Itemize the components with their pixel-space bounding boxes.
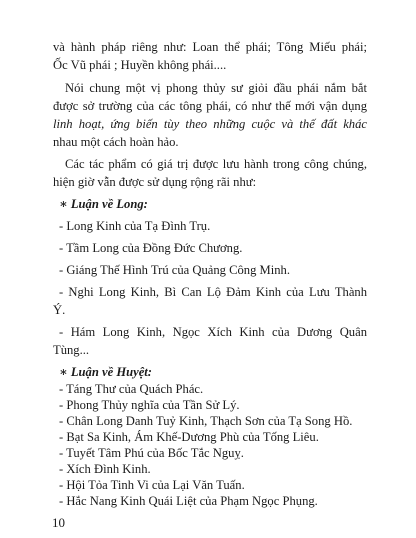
list-item: - Xích Đình Kinh. <box>59 462 151 476</box>
list-item: - Tuyết Tâm Phú của Bốc Tắc Nguỵ. <box>59 446 244 460</box>
list-item: - Bạt Sa Kinh, Ám Khế-Dương Phù của Tống Liêu. <box>59 430 319 444</box>
section-heading-long: ∗ Luận về Long: <box>59 197 148 211</box>
text-line-italic: linh hoạt, ứng biến tùy theo những cuộc và thế đất khác <box>53 117 367 131</box>
text-line: và hành pháp riêng như: Loan thể phái; Tông Miếu phái; <box>53 40 367 54</box>
list-item-continuation: Ý. <box>53 303 66 317</box>
text-line: Các tác phẩm có giá trị được lưu hành trong công chúng, <box>65 157 367 171</box>
list-item-continuation: Tùng... <box>53 343 90 357</box>
text-line: nhau một cách hoàn hảo. <box>53 135 179 149</box>
list-item: - Giáng Thế Hình Trú của Quảng Công Minh. <box>59 263 290 277</box>
page-number: 10 <box>52 515 65 530</box>
list-item: - Tầm Long của Đồng Đức Chương. <box>59 241 243 255</box>
list-item: - Táng Thư của Quách Phác. <box>59 382 204 396</box>
list-item: - Hắc Nang Kinh Quái Liệt của Phạm Ngọc Phụng. <box>59 494 318 508</box>
list-item: - Long Kinh của Tạ Đình Trụ. <box>59 219 211 233</box>
list-item: - Chân Long Danh Tuỷ Kinh, Thạch Sơn của Tạ Song Hồ. <box>59 414 353 428</box>
section-heading-huyet: ∗ Luận về Huyệt: <box>59 365 152 379</box>
text-line: Nói chung một vị phong thủy sư giỏi đầu phái nắm bắt <box>65 81 367 95</box>
list-item: - Hám Long Kinh, Ngọc Xích Kinh của Dương Quân <box>59 325 367 339</box>
list-item: - Nghi Long Kinh, Bì Can Lộ Đảm Kinh của Lưu Thành <box>59 285 367 299</box>
list-item: - Hội Tỏa Tinh Vi của Lại Văn Tuấn. <box>59 478 245 492</box>
text-line: Ốc Vũ phái ; Huyền không phái.... <box>53 58 227 72</box>
list-item: - Phong Thủy nghĩa của Tần Sử Lý. <box>59 398 240 412</box>
text-line: được sở trường của các tông phái, có như thế mới vận dụng <box>53 99 367 113</box>
text-line: hiện giờ vẫn được sử dụng rộng rãi như: <box>53 175 257 189</box>
